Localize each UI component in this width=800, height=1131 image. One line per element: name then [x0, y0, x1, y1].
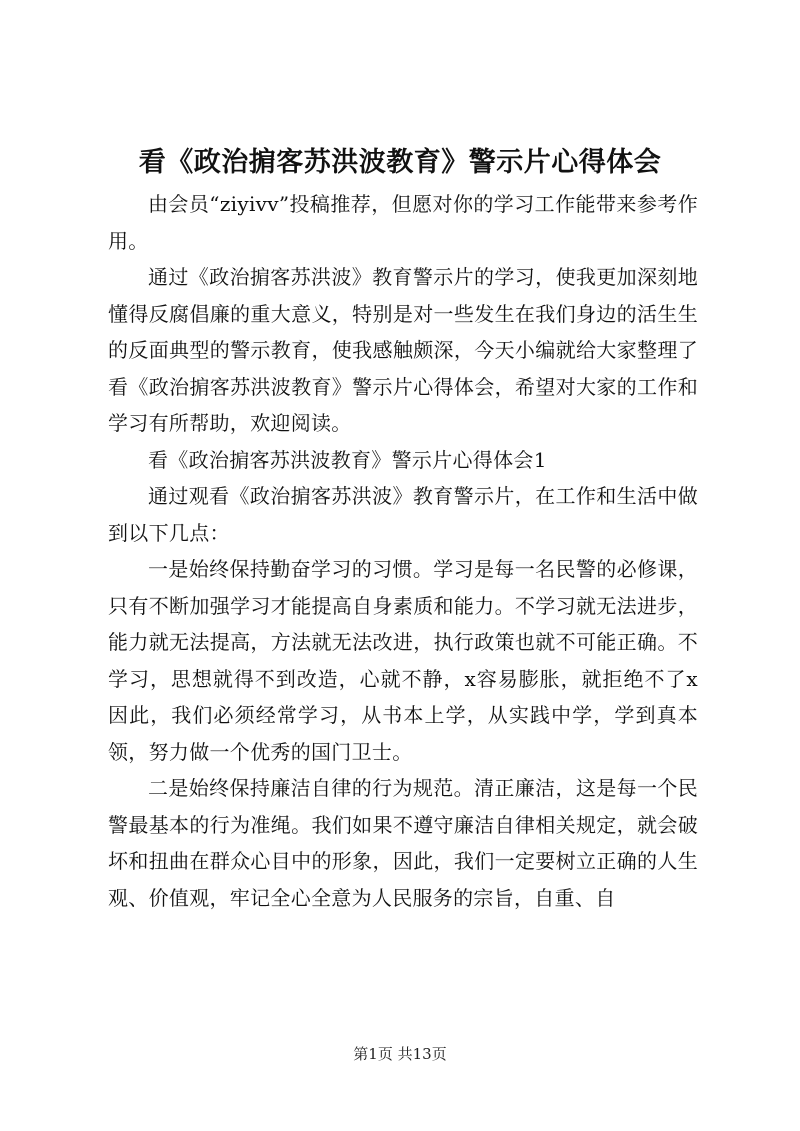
body-paragraph: 一是始终保持勤奋学习的习惯。学习是每一名民警的必修课，只有不断加强学习才能提高自身素质和能力。不学习就无法进步，能力就无法提高，方法就无法改进，执行政策也就不可能正确。不学习，思想就得不到改造，心就不静，x容易膨胀，就拒绝不了x因此，我们必须经常学习，从书本上学，从实践中学，学到真本领，努力做一个优秀的国门卫士。: [108, 557, 698, 764]
body-paragraph: 二是始终保持廉洁自律的行为规范。清正廉洁，这是每一个民警最基本的行为准绳。我们如果不遵守廉洁自律相关规定，就会破坏和扭曲在群众心目中的形象，因此，我们一定要树立正确的人生观、价值观，牢记全心全意为人民服务的宗旨，自重、自: [108, 776, 698, 910]
overview-paragraph: 通过《政治掮客苏洪波》教育警示片的学习，使我更加深刻地懂得反腐倡廉的重大意义，特别是对一些发生在我们身边的活生生的反面典型的警示教育，使我感触颇深，今天小编就给大家整理了看《政治掮客苏洪波教育》警示片心得体会，希望对大家的工作和学习有所帮助，欢迎阅读。: [108, 265, 698, 435]
intro-note-paragraph: 由会员“ziyivv”投稿推荐，但愿对你的学习工作能带来参考作用。: [108, 192, 698, 253]
document-title: 看《政治掮客苏洪波教育》警示片心得体会: [138, 147, 662, 178]
page-footer: 第1页 共13页: [353, 1045, 447, 1063]
section-heading-1: 看《政治掮客苏洪波教育》警示片心得体会1: [148, 447, 547, 472]
document-body: [108, 186, 698, 916]
body-paragraph: 通过观看《政治掮客苏洪波》教育警示片，在工作和生活中做到以下几点：: [108, 484, 698, 545]
